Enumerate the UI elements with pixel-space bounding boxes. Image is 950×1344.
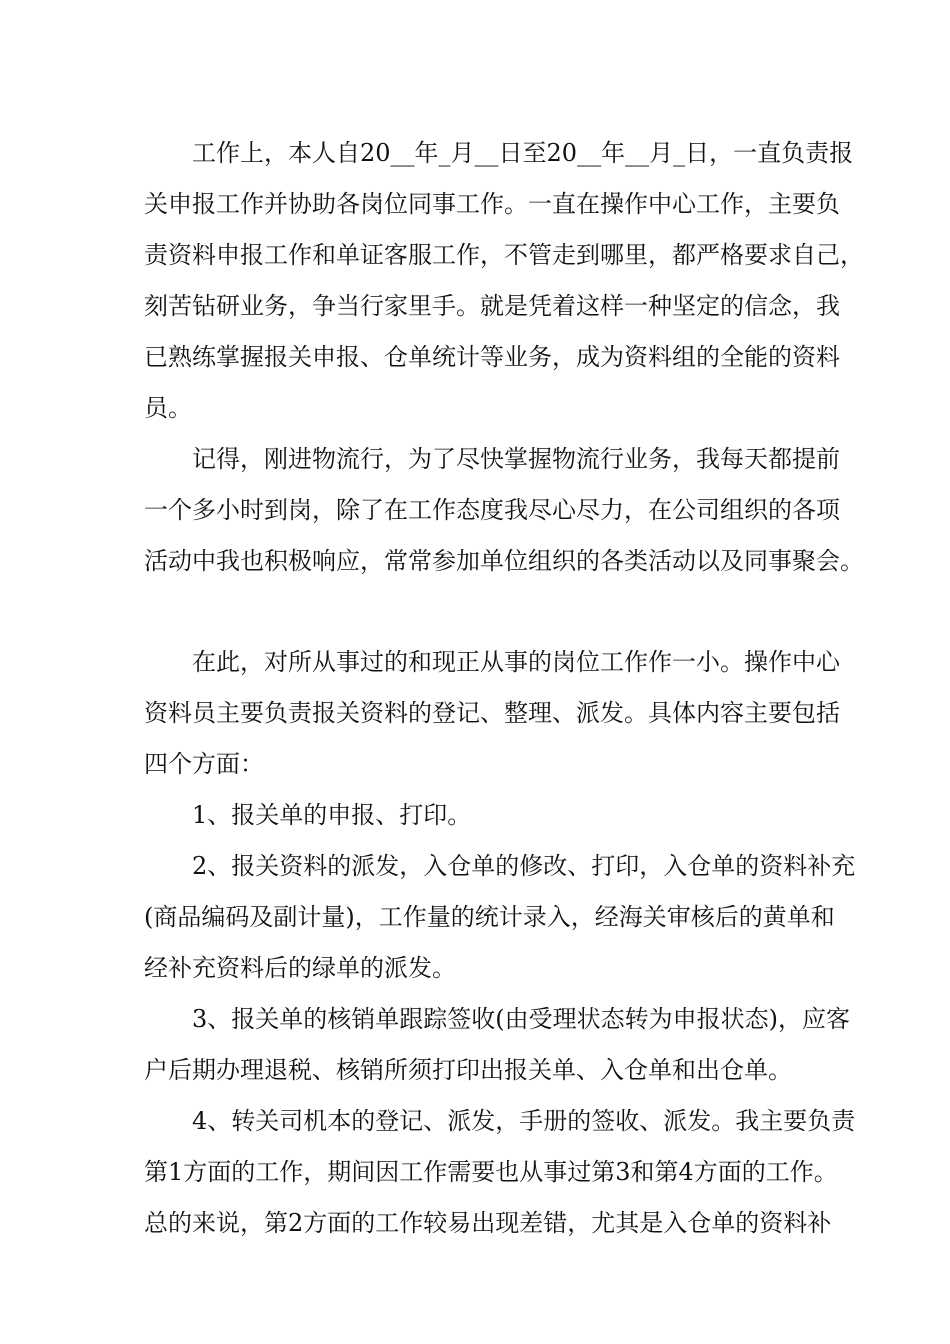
text-line: 四个方面： [144, 750, 264, 778]
text-line: 活动中我也积极响应，常常参加单位组织的各类活动以及同事聚会。 [144, 547, 864, 575]
text-line: 工作上，本人自20__年_月__日至20__年__月_日，一直负责报 [192, 139, 854, 167]
text-line: 责资料申报工作和单证客服工作，不管走到哪里，都严格要求自己， [144, 241, 864, 269]
text-line: 在此，对所从事过的和现正从事的岗位工作作一小。操作中心 [192, 648, 840, 676]
text-line: 第1方面的工作，期间因工作需要也从事过第3和第4方面的工作。 [144, 1158, 838, 1186]
text-line: 一个多小时到岗，除了在工作态度我尽心尽力，在公司组织的各项 [144, 496, 840, 524]
text-line: 已熟练掌握报关申报、仓单统计等业务，成为资料组的全能的资料 [144, 343, 840, 371]
text-line: 关申报工作并协助各岗位同事工作。一直在操作中心工作，主要负 [144, 190, 840, 218]
text-line: 资料员主要负责报关资料的登记、整理、派发。具体内容主要包括 [144, 699, 840, 727]
text-line: 刻苦钻研业务，争当行家里手。就是凭着这样一种坚定的信念，我 [144, 292, 840, 320]
text-line: 记得，刚进物流行，为了尽快掌握物流行业务，我每天都提前 [192, 445, 840, 473]
text-line: 户后期办理退税、核销所须打印出报关单、入仓单和出仓单。 [144, 1056, 792, 1084]
text-line: 员。 [144, 394, 192, 422]
text-line: (商品编码及副计量)，工作量的统计录入，经海关审核后的黄单和 [144, 903, 835, 931]
text-line: 经补充资料后的绿单的派发。 [144, 954, 456, 982]
text-line: 4、转关司机本的登记、派发，手册的签收、派发。我主要负责 [192, 1107, 856, 1135]
text-line: 3、报关单的核销单跟踪签收(由受理状态转为申报状态)，应客 [192, 1005, 850, 1033]
text-line: 1、报关单的申报、打印。 [192, 801, 472, 829]
paragraph-gap [144, 590, 824, 640]
document-body [144, 131, 864, 1252]
text-line: 总的来说，第2方面的工作较易出现差错，尤其是入仓单的资料补 [144, 1209, 832, 1237]
text-line: 2、报关资料的派发，入仓单的修改、打印，入仓单的资料补充 [192, 852, 856, 880]
